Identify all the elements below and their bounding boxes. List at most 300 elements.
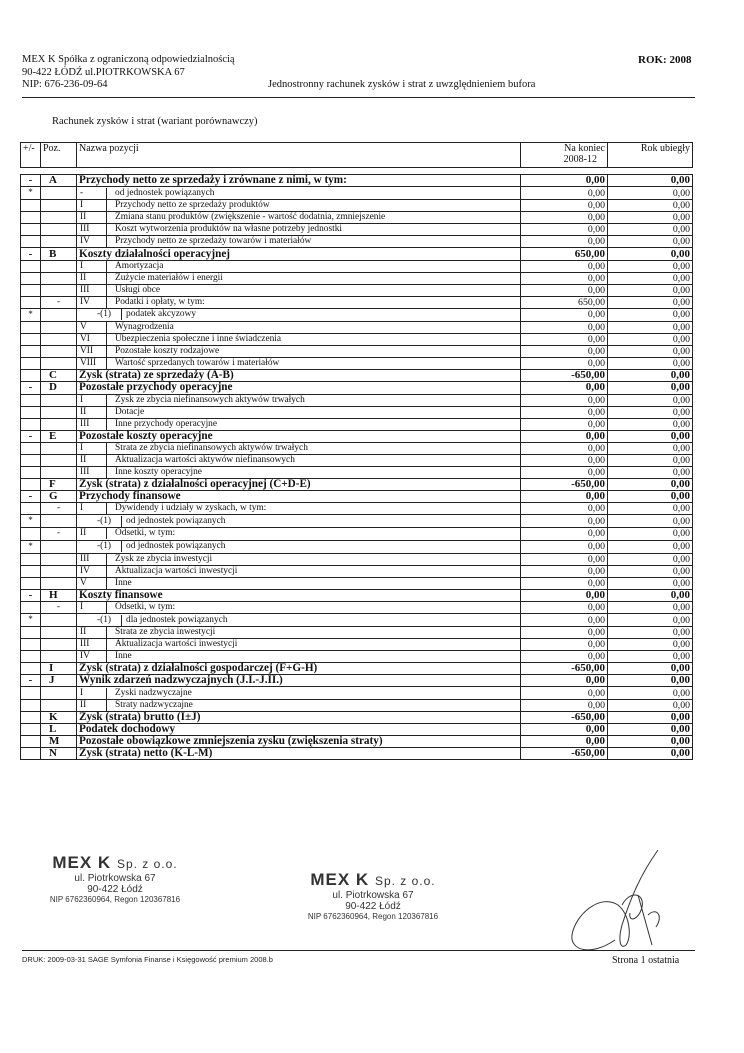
print-info: DRUK: 2009-03-31 SAGE Symfonia Finanse i Księgowość premium 2008.b — [22, 955, 273, 964]
row-sign — [21, 224, 41, 236]
section-row — [21, 430, 693, 442]
row-previous-value: 0,00 — [608, 627, 693, 639]
table-row — [21, 503, 693, 515]
col-current-header — [521, 143, 608, 168]
row-name-cell — [77, 236, 521, 248]
table-row — [21, 687, 693, 699]
row-name-cell — [77, 540, 521, 553]
row-previous-value: 0,00 — [608, 212, 693, 224]
section-row — [21, 723, 693, 735]
row-current-value: -650,00 — [521, 747, 608, 759]
row-subposition: I — [77, 602, 107, 613]
row-sign — [21, 394, 41, 406]
table-row — [21, 467, 693, 479]
row-name: od jednostek powiązanych — [126, 541, 226, 552]
row-name: Inne koszty operacyjne — [115, 467, 202, 478]
row-name-cell: Przychody netto ze sprzedaży i zrównane z nimi, w tym: — [77, 175, 521, 187]
section-row — [21, 589, 693, 601]
row-sign — [21, 346, 41, 358]
row-name-cell — [77, 601, 521, 613]
row-position — [41, 358, 77, 370]
row-position — [41, 236, 77, 248]
row-current-value: 0,00 — [521, 614, 608, 627]
row-name-cell — [77, 515, 521, 528]
row-sign — [21, 528, 41, 540]
row-previous-value: 0,00 — [608, 589, 693, 601]
row-sign — [21, 284, 41, 296]
row-name: Amortyzacja — [115, 260, 164, 271]
row-previous-value: 0,00 — [608, 175, 693, 187]
row-previous-value: 0,00 — [608, 565, 693, 577]
row-position: - — [41, 503, 77, 515]
row-name-cell — [77, 394, 521, 406]
row-position — [41, 321, 77, 333]
row-star-marker: * — [28, 614, 33, 624]
row-name-cell: Zysk (strata) netto (K-L-M) — [77, 747, 521, 759]
row-name: Koszt wytworzenia produktów na własne potrzeby jednostki — [115, 224, 343, 235]
row-previous-value: 0,00 — [608, 382, 693, 394]
row-current-value: 0,00 — [521, 187, 608, 200]
row-position: A — [41, 175, 77, 187]
row-current-value: 0,00 — [521, 175, 608, 187]
row-position: J — [41, 675, 77, 687]
table-row — [21, 284, 693, 296]
row-position — [41, 639, 77, 651]
row-subposition: I — [77, 688, 107, 699]
row-name-cell — [77, 418, 521, 430]
row-sign — [21, 454, 41, 466]
row-name: Podatki i opłaty, w tym: — [115, 296, 205, 307]
row-sign: - — [21, 589, 41, 601]
row-current-value: 0,00 — [521, 321, 608, 333]
stamp-right-form: Sp. z o.o. — [374, 874, 436, 888]
row-subposition: IV — [77, 566, 107, 577]
stamp-left-form: Sp. z o.o. — [116, 857, 178, 871]
row-position — [41, 200, 77, 212]
row-sign: - — [21, 175, 41, 187]
row-name: Usługi obce — [115, 284, 161, 295]
row-name: Dywidendy i udziały w zyskach, w tym: — [115, 503, 267, 514]
row-name: Inne — [115, 577, 132, 588]
row-current-value: 0,00 — [521, 224, 608, 236]
row-current-value: 650,00 — [521, 296, 608, 308]
row-name-cell — [77, 528, 521, 540]
row-star-marker: * — [28, 187, 33, 198]
row-current-value: 0,00 — [521, 382, 608, 394]
table-row — [21, 334, 693, 346]
row-sign: - — [21, 491, 41, 503]
row-subposition: V — [77, 578, 107, 589]
row-previous-value: 0,00 — [608, 187, 693, 200]
row-subposition: III — [77, 285, 107, 296]
row-name-cell — [77, 651, 521, 663]
row-name-cell — [77, 284, 521, 296]
row-position: - — [41, 601, 77, 613]
stamp-right-city: 90-422 Łódź — [345, 901, 401, 912]
row-previous-value: 0,00 — [608, 430, 693, 442]
row-subposition: I — [77, 200, 107, 211]
row-name: Aktualizacja wartości inwestycji — [115, 639, 238, 650]
row-subsubposition: -(1) — [97, 615, 122, 626]
table-row — [21, 565, 693, 577]
row-sign — [21, 687, 41, 699]
row-name-cell — [77, 503, 521, 515]
row-name-cell: Koszty działalności operacyjnej — [77, 248, 521, 260]
row-current-value: 0,00 — [521, 651, 608, 663]
row-position — [41, 442, 77, 454]
row-name: Aktualizacja wartości inwestycji — [115, 565, 238, 576]
row-name-cell — [77, 699, 521, 711]
row-name-cell — [77, 321, 521, 333]
company-name: MEX K Spółka z ograniczoną odpowiedzialnością — [22, 54, 235, 65]
company-stamp-left — [40, 853, 190, 904]
row-subposition: II — [77, 627, 107, 638]
row-current-value: 0,00 — [521, 687, 608, 699]
row-star-marker: * — [28, 540, 33, 551]
row-name: Inne — [115, 651, 132, 662]
section-row — [21, 711, 693, 723]
row-previous-value: 0,00 — [608, 663, 693, 675]
row-position: G — [41, 491, 77, 503]
row-sign: - — [21, 675, 41, 687]
row-name-cell — [77, 442, 521, 454]
table-row — [21, 406, 693, 418]
row-name: Wartość sprzedanych towarów i materiałów — [115, 358, 280, 369]
row-subposition: IV — [77, 651, 107, 662]
row-previous-value: 0,00 — [608, 528, 693, 540]
row-star-marker: * — [28, 308, 33, 319]
row-sign — [21, 577, 41, 589]
table-row — [21, 651, 693, 663]
row-name: Przychody netto ze sprzedaży towarów i materiałów — [115, 236, 312, 247]
row-position: C — [41, 370, 77, 382]
row-position — [41, 187, 77, 200]
row-subposition: II — [77, 455, 107, 466]
row-previous-value: 0,00 — [608, 236, 693, 248]
row-subposition: VII — [77, 346, 107, 357]
row-sign — [21, 334, 41, 346]
col-poz-header: Poz. — [41, 143, 77, 168]
row-subposition: II — [77, 273, 107, 284]
table-header-row — [21, 143, 693, 168]
row-position — [41, 467, 77, 479]
col-sign-header: +/- — [21, 143, 41, 168]
row-current-value: 0,00 — [521, 675, 608, 687]
section-row — [21, 663, 693, 675]
row-position — [41, 614, 77, 627]
row-previous-value: 0,00 — [608, 284, 693, 296]
table-row — [21, 308, 693, 321]
row-previous-value: 0,00 — [608, 467, 693, 479]
row-name: Przychody netto ze sprzedaży produktów — [115, 200, 270, 211]
row-previous-value: 0,00 — [608, 747, 693, 759]
table-row — [21, 200, 693, 212]
row-current-value: 0,00 — [521, 236, 608, 248]
table-row — [21, 601, 693, 613]
row-current-value: 0,00 — [521, 723, 608, 735]
row-name: Zysk ze zbycia niefinansowych aktywów trwałych — [115, 394, 305, 405]
row-position: B — [41, 248, 77, 260]
row-previous-value: 0,00 — [608, 406, 693, 418]
row-position: F — [41, 479, 77, 491]
row-current-value: -650,00 — [521, 711, 608, 723]
row-position — [41, 651, 77, 663]
row-sign — [21, 747, 41, 759]
row-name-cell: Pozostałe obowiązkowe zmniejszenia zysku (zwiększenia straty) — [77, 735, 521, 747]
row-current-value: 0,00 — [521, 589, 608, 601]
row-name: Inne przychody operacyjne — [115, 418, 218, 429]
col-previous-header: Rok ubiegły — [608, 143, 693, 168]
row-name-cell — [77, 358, 521, 370]
row-position — [41, 406, 77, 418]
row-previous-value: 0,00 — [608, 711, 693, 723]
row-sign — [21, 212, 41, 224]
company-stamp-right — [298, 870, 448, 921]
row-subposition: IV — [77, 297, 107, 308]
row-subposition: III — [77, 467, 107, 478]
year-label: ROK: 2008 — [638, 54, 692, 66]
row-sign — [21, 614, 41, 627]
row-current-value: 0,00 — [521, 577, 608, 589]
row-name-cell — [77, 334, 521, 346]
row-name-cell — [77, 614, 521, 627]
row-subsubposition: -(1) — [97, 309, 122, 320]
row-current-value: -650,00 — [521, 370, 608, 382]
row-name: Odsetki, w tym: — [115, 601, 176, 612]
table-row — [21, 236, 693, 248]
row-current-value: 0,00 — [521, 308, 608, 321]
row-position — [41, 454, 77, 466]
row-sign — [21, 467, 41, 479]
row-name-cell: Zysk (strata) ze sprzedaży (A-B) — [77, 370, 521, 382]
row-subposition: III — [77, 419, 107, 430]
row-name-cell — [77, 687, 521, 699]
row-position: - — [41, 528, 77, 540]
company-header — [22, 54, 235, 92]
table-row — [21, 442, 693, 454]
row-sign — [21, 540, 41, 553]
row-sign — [21, 187, 41, 200]
row-previous-value: 0,00 — [608, 272, 693, 284]
row-sign: - — [21, 382, 41, 394]
row-name-cell: Zysk (strata) brutto (I±J) — [77, 711, 521, 723]
row-previous-value: 0,00 — [608, 248, 693, 260]
row-sign — [21, 723, 41, 735]
row-sign — [21, 627, 41, 639]
row-position — [41, 212, 77, 224]
row-sign — [21, 272, 41, 284]
row-subposition: - — [77, 188, 107, 199]
row-sign — [21, 711, 41, 723]
row-sign — [21, 370, 41, 382]
row-previous-value: 0,00 — [608, 334, 693, 346]
header-divider — [22, 97, 695, 98]
row-position — [41, 260, 77, 272]
row-current-value: 0,00 — [521, 503, 608, 515]
row-subposition: V — [77, 322, 107, 333]
row-name-cell — [77, 565, 521, 577]
row-sign — [21, 735, 41, 747]
row-name-cell — [77, 224, 521, 236]
row-name-cell — [77, 187, 521, 200]
stamp-right-ids: NIP 6762360964, Regon 120367816 — [307, 912, 439, 921]
row-sign — [21, 200, 41, 212]
row-current-value: 0,00 — [521, 260, 608, 272]
row-current-value: 0,00 — [521, 528, 608, 540]
row-subsubposition: -(1) — [97, 541, 122, 552]
row-previous-value: 0,00 — [608, 601, 693, 613]
row-name: od jednostek powiązanych — [126, 515, 226, 526]
row-name: Wynagrodzenia — [115, 321, 174, 332]
row-sign: - — [21, 430, 41, 442]
row-current-value: 0,00 — [521, 418, 608, 430]
col-name-header: Nazwa pozycji — [77, 143, 521, 168]
row-sign — [21, 296, 41, 308]
row-name: Straty nadzwyczajne — [115, 699, 193, 710]
row-name: Zyski nadzwyczajne — [115, 687, 192, 698]
row-name-cell — [77, 272, 521, 284]
row-previous-value: 0,00 — [608, 639, 693, 651]
row-position — [41, 346, 77, 358]
row-current-value: 650,00 — [521, 248, 608, 260]
row-current-value: 0,00 — [521, 565, 608, 577]
row-previous-value: 0,00 — [608, 358, 693, 370]
row-sign — [21, 260, 41, 272]
col-current-line1: Na koniec — [564, 143, 605, 154]
row-previous-value: 0,00 — [608, 553, 693, 565]
row-current-value: 0,00 — [521, 284, 608, 296]
row-subposition: II — [77, 528, 107, 539]
row-current-value: 0,00 — [521, 553, 608, 565]
row-previous-value: 0,00 — [608, 675, 693, 687]
row-position: - — [41, 296, 77, 308]
row-name: Zysk ze zbycia inwestycji — [115, 553, 213, 564]
page-number: Strona 1 ostatnia — [612, 955, 680, 966]
row-position — [41, 308, 77, 321]
row-previous-value: 0,00 — [608, 321, 693, 333]
row-subposition: II — [77, 407, 107, 418]
stamp-left-name: MEX K — [52, 853, 112, 872]
row-position — [41, 515, 77, 528]
row-sign — [21, 601, 41, 613]
row-sign: - — [21, 248, 41, 260]
row-name-cell — [77, 200, 521, 212]
row-name-cell — [77, 454, 521, 466]
row-current-value: 0,00 — [521, 699, 608, 711]
row-name-cell — [77, 346, 521, 358]
row-current-value: 0,00 — [521, 406, 608, 418]
row-previous-value: 0,00 — [608, 651, 693, 663]
row-name-cell — [77, 627, 521, 639]
table-row — [21, 639, 693, 651]
row-sign — [21, 663, 41, 675]
row-sign — [21, 699, 41, 711]
row-previous-value: 0,00 — [608, 687, 693, 699]
row-position: L — [41, 723, 77, 735]
row-name-cell: Pozostałe przychody operacyjne — [77, 382, 521, 394]
row-name-cell: Wynik zdarzeń nadzwyczajnych (J.I.-J.II.) — [77, 675, 521, 687]
row-position: K — [41, 711, 77, 723]
row-previous-value: 0,00 — [608, 540, 693, 553]
stamp-right-name: MEX K — [310, 870, 370, 889]
row-previous-value: 0,00 — [608, 479, 693, 491]
row-previous-value: 0,00 — [608, 723, 693, 735]
row-current-value: 0,00 — [521, 639, 608, 651]
table-row — [21, 577, 693, 589]
row-subposition: I — [77, 261, 107, 272]
row-current-value: 0,00 — [521, 491, 608, 503]
stamp-right-street: ul. Piotrkowska 67 — [332, 890, 414, 901]
row-previous-value: 0,00 — [608, 503, 693, 515]
section-row — [21, 735, 693, 747]
table-row — [21, 515, 693, 528]
section-row — [21, 491, 693, 503]
table-row — [21, 187, 693, 200]
row-name-cell: Przychody finansowe — [77, 491, 521, 503]
row-sign — [21, 553, 41, 565]
table-row — [21, 296, 693, 308]
row-subposition: IV — [77, 236, 107, 247]
table-row — [21, 454, 693, 466]
row-name: dla jednostek powiązanych — [126, 614, 228, 625]
row-subposition: III — [77, 224, 107, 235]
row-position: I — [41, 663, 77, 675]
row-subposition: VI — [77, 334, 107, 345]
table-row — [21, 224, 693, 236]
row-current-value: -650,00 — [521, 479, 608, 491]
footer-divider — [22, 950, 695, 951]
row-current-value: 0,00 — [521, 212, 608, 224]
row-previous-value: 0,00 — [608, 735, 693, 747]
row-current-value: 0,00 — [521, 454, 608, 466]
row-current-value: 0,00 — [521, 467, 608, 479]
row-current-value: 0,00 — [521, 200, 608, 212]
row-subposition: III — [77, 639, 107, 650]
row-sign — [21, 515, 41, 528]
row-previous-value: 0,00 — [608, 308, 693, 321]
row-previous-value: 0,00 — [608, 260, 693, 272]
row-previous-value: 0,00 — [608, 577, 693, 589]
row-name-cell — [77, 577, 521, 589]
row-name: Zużycie materiałów i energii — [115, 272, 223, 283]
row-position — [41, 394, 77, 406]
row-name: Ubezpieczenia społeczne i inne świadczenia — [115, 334, 282, 345]
row-sign — [21, 321, 41, 333]
row-name-cell: Pozostałe koszty operacyjne — [77, 430, 521, 442]
row-position — [41, 627, 77, 639]
section-row — [21, 175, 693, 187]
row-current-value: 0,00 — [521, 540, 608, 553]
table-row — [21, 418, 693, 430]
row-name-cell: Zysk (strata) z działalności gospodarczej (F+G-H) — [77, 663, 521, 675]
stamp-left-city: 90-422 Łódź — [87, 884, 143, 895]
row-subsubposition: -(1) — [97, 516, 122, 527]
table-row — [21, 394, 693, 406]
row-name-cell — [77, 467, 521, 479]
table-row — [21, 358, 693, 370]
company-address: 90-422 ŁÓDŹ ul.PIOTRKOWSKA 67 — [22, 66, 185, 78]
row-position — [41, 699, 77, 711]
row-name-cell — [77, 308, 521, 321]
table-row — [21, 614, 693, 627]
row-current-value: 0,00 — [521, 601, 608, 613]
table-row — [21, 627, 693, 639]
col-current-line2: 2008-12 — [563, 154, 597, 165]
row-position — [41, 334, 77, 346]
table-body — [21, 175, 693, 760]
row-position: N — [41, 747, 77, 759]
row-previous-value: 0,00 — [608, 370, 693, 382]
